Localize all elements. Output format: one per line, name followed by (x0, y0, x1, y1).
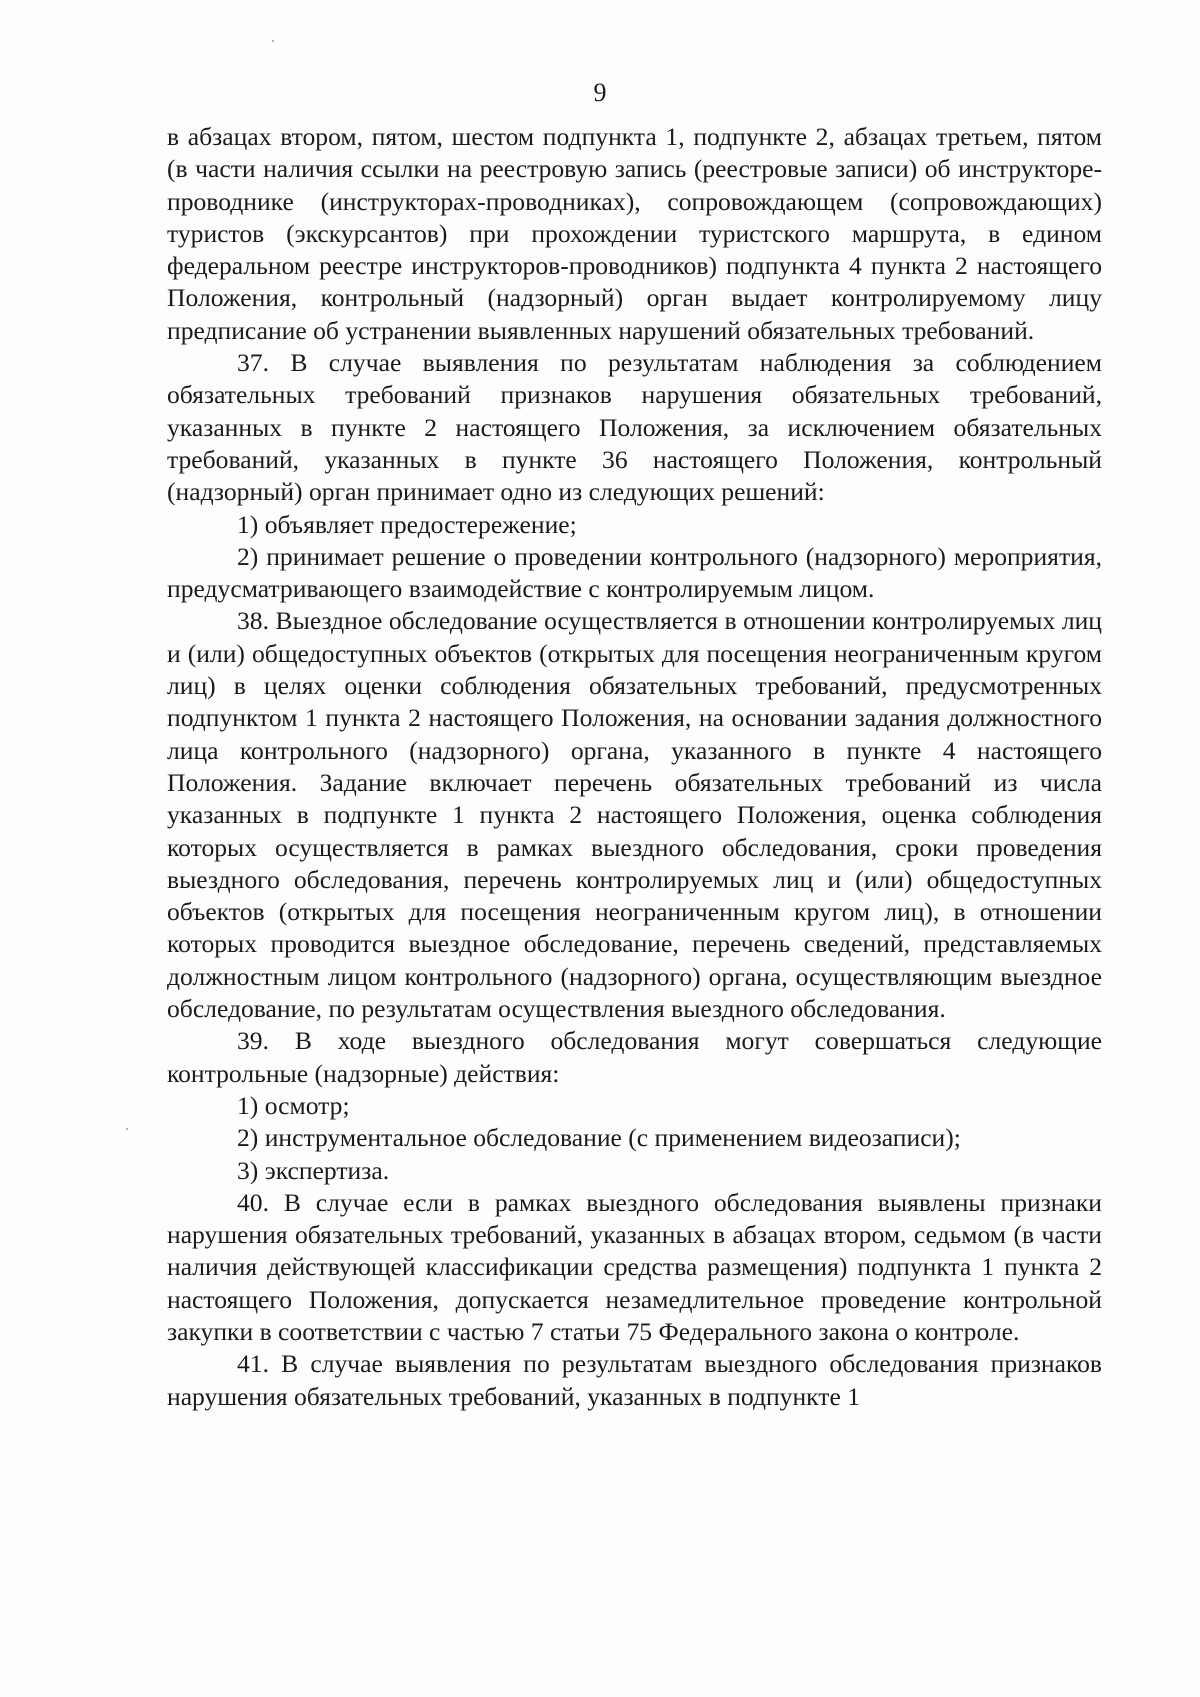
paragraph-38: 38. Выездное обследование осуществляется в отношении контролируемых лиц и (или) общедоступных объектов (открытых для посещения неограниченным кругом лиц) в целях оценки соблюдения обязательных требований, предусмотренных подпунктом 1 пункта 2 настоящего Положения, на основании задания должностного лица контрольного (надзорного) органа, указанного в пункте 4 настоящего Положения. Задание включает перечень обязательных требований из числа указанных в подпункте 1 пункта 2 настоящего Положения, оценка соблюдения которых осуществляется в рамках выездного обследования, сроки проведения выездного обследования, перечень контролируемых лиц и (или) общедоступных объектов (открытых для посещения неограниченным кругом лиц), в отношении которых проводится выездное обследование, перечень сведений, представляемых должностным лицом контрольного (надзорного) органа, осуществляющим выездное обследование, по результатам осуществления выездного обследования. (167, 606, 1102, 1024)
paragraph-37-item-1: 1) объявляет предостережение; (237, 509, 577, 539)
paragraph-40: 40. В случае если в рамках выездного обследования выявлены признаки нарушения обязательных требований, указанных в абзацах втором, седьмом (в части наличия действующей классификации средства размещения) подпункта 1 пункта 2 настоящего Положения, допускается незамедлительное проведение контрольной закупки в соответствии с частью 7 статьи 75 Федерального закона о контроле. (167, 1187, 1102, 1346)
scan-speck (126, 1128, 128, 1130)
paragraph-39-item-3: 3) экспертиза. (237, 1155, 390, 1185)
paragraph-39: 39. В ходе выездного обследования могут совершаться следующие контрольные (надзорные) действия: (167, 1026, 1102, 1088)
paragraph-39-item-1: 1) осмотр; (237, 1090, 350, 1120)
paragraph-37: 37. В случае выявления по результатам наблюдения за соблюдением обязательных требований признаков нарушения обязательных требований, указанных в пункте 2 настоящего Положения, за исключением обязательных требований, указанных в пункте 36 настоящего Положения, контрольный (надзорный) орган принимает одно из следующих решений: (167, 348, 1102, 507)
paragraph-continuation: в абзацах втором, пятом, шестом подпункта 1, подпункте 2, абзацах третьем, пятом (в части наличия ссылки на реестровую запись (реестровые записи) об инструкторе-проводнике (инструкторах-проводниках), сопровождающем (сопровождающих) туристов (экскурсантов) при прохождении туристского маршрута, в едином федеральном реестре инструкторов-проводников) подпункта 4 пункта 2 настоящего Положения, контрольный (надзорный) орган выдает контролируемому лицу предписание об устранении выявленных нарушений обязательных требований. (167, 122, 1102, 345)
document-body (167, 121, 1102, 1413)
paragraph-41: 41. В случае выявления по результатам выездного обследования признаков нарушения обязательных требований, указанных в подпункте 1 (167, 1349, 1102, 1411)
paragraph-39-item-2: 2) инструментальное обследование (с применением видеозаписи); (237, 1123, 961, 1153)
scan-speck (272, 40, 274, 42)
paragraph-37-item-2: 2) принимает решение о проведении контрольного (надзорного) мероприятия, предусматривающего взаимодействие с контролируемым лицом. (167, 541, 1102, 604)
page-number: 9 (593, 78, 607, 107)
